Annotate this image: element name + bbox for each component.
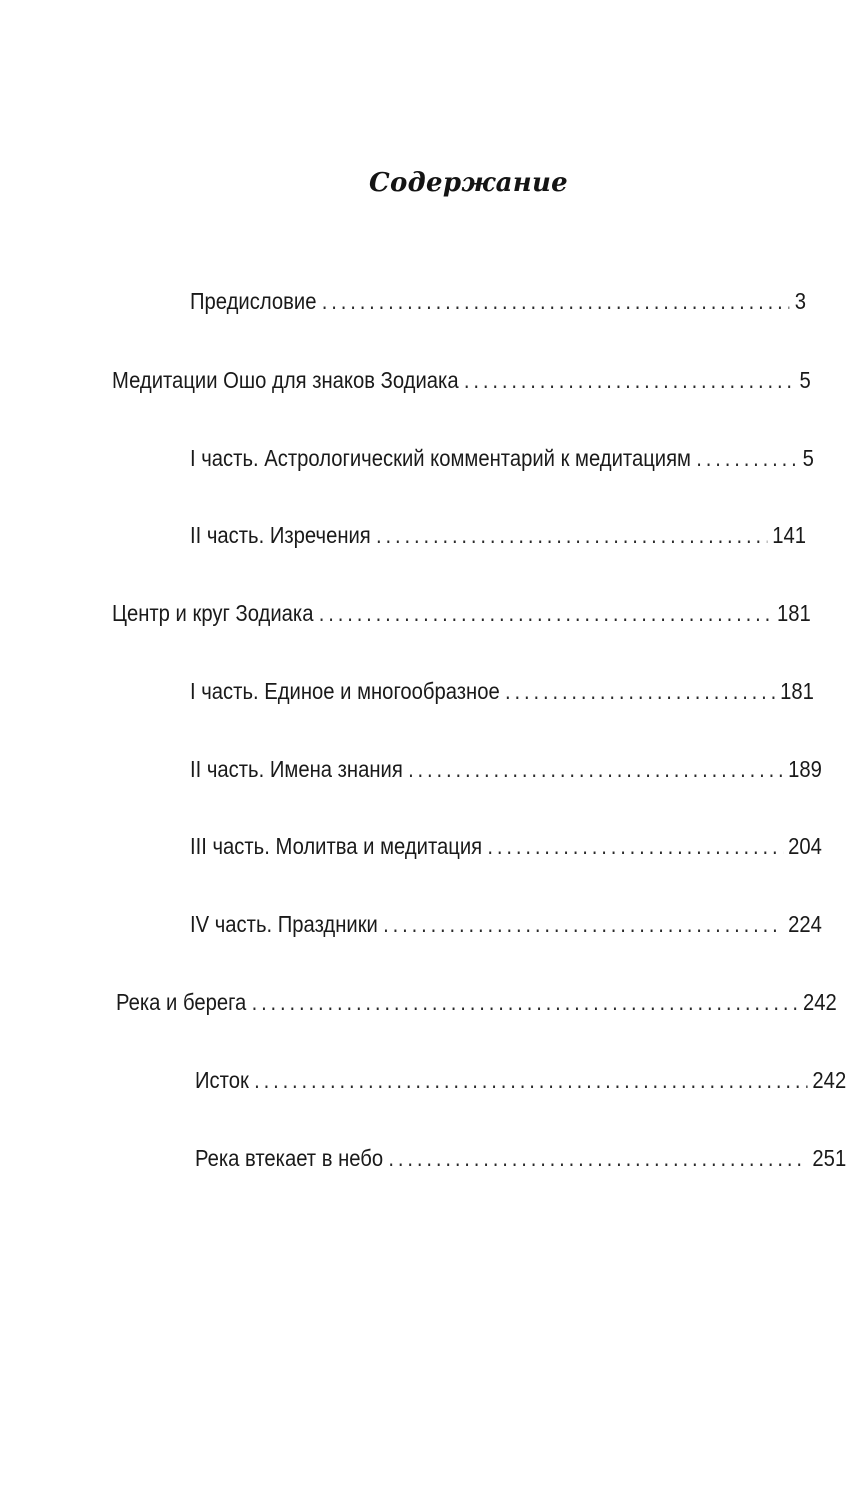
toc-entry-page: 181 [776,600,811,626]
toc-entry-page: 224 [788,911,822,937]
dot-leader [408,753,783,785]
dot-leader [322,285,790,317]
page-title: Содержание [368,168,569,198]
toc-entry-label: IV часть. Праздники [190,911,378,937]
toc-entry [190,519,806,551]
toc-entry-label: Центр и круг Зодиака [112,600,314,626]
toc-entry [116,986,837,1018]
toc-entry-label: Река втекает в небо [195,1145,384,1171]
toc-entry-page: 141 [772,522,806,548]
toc-entry-label: I часть. Единое и многообразное [190,678,500,704]
toc-entry-label: II часть. Имена знания [190,756,403,782]
dot-leader [696,442,797,474]
dot-leader [383,908,783,940]
toc-entry [195,1064,846,1096]
dot-leader [388,1142,807,1174]
dot-leader [376,519,767,551]
toc-entry [190,830,822,862]
dot-leader [487,830,782,862]
toc-entry [195,1142,846,1174]
toc-entry-page: 3 [794,288,806,314]
dot-leader [505,675,775,707]
toc-entry-label: II часть. Изречения [190,522,371,548]
toc-entry-page: 242 [802,989,837,1015]
toc-entry-page: 5 [799,367,811,393]
toc-entry [112,364,811,396]
toc-entry [190,285,806,317]
toc-entry-page: 181 [780,678,814,704]
toc-entry-label: Река и берега [116,989,247,1015]
toc-entry [190,442,814,474]
toc-entry [190,908,822,940]
toc-entry-label: Исток [195,1067,249,1093]
dot-leader [464,364,794,396]
toc-entry [190,753,822,785]
toc-entry-page: 204 [788,833,822,859]
toc-entry-label: III часть. Молитва и медитация [190,833,483,859]
toc-entry-label: Предисловие [190,288,317,314]
toc-entry [190,675,814,707]
dot-leader [319,597,772,629]
dot-leader [252,986,798,1018]
toc-entry-page: 251 [812,1145,847,1171]
toc-entry-label: I часть. Астрологический комментарий к медитациям [190,445,691,471]
toc-entry-page: 189 [788,756,822,782]
toc-entry-label: Медитации Ошо для знаков Зодиака [112,367,459,393]
dot-leader [254,1064,807,1096]
toc-entry-page: 242 [812,1067,847,1093]
toc-entry [112,597,811,629]
toc-entry-page: 5 [802,445,814,471]
